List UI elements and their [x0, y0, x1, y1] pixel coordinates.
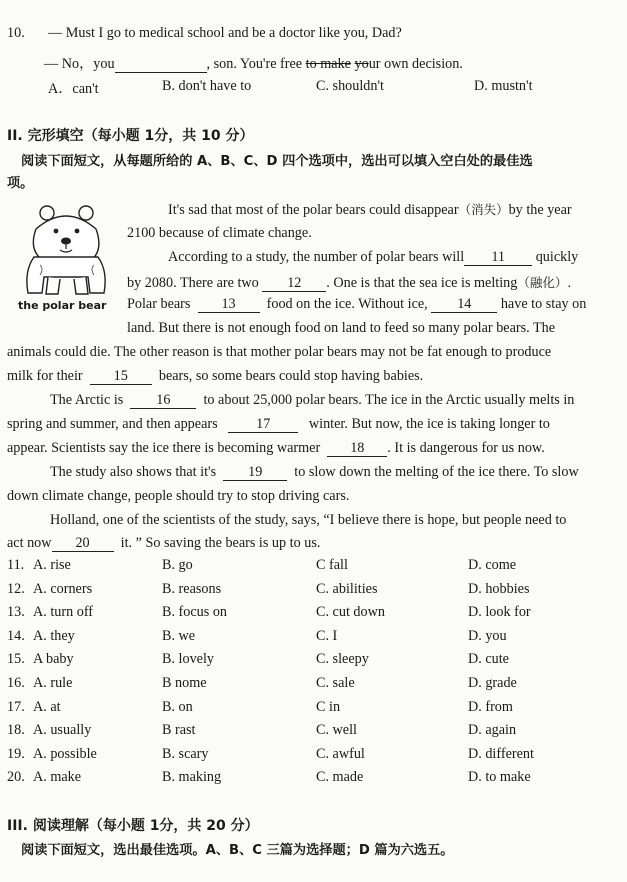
- passage-p1-text-a: It's sad that most of the polar bears could disappear: [168, 202, 459, 218]
- option-b: B. reasons: [162, 580, 222, 597]
- passage-p3-l2-text-b: winter. But now, the ice is taking longer to: [308, 416, 550, 432]
- passage-gloss-disappear: （消失）: [458, 202, 509, 217]
- option-d: D. hobbies: [468, 580, 530, 597]
- passage-p2-l3-text-b: food on the ice. Without ice,: [266, 296, 428, 312]
- passage-p4-text-b: to slow down the melting of the ice there. To slow: [294, 464, 579, 480]
- option-b: B rast: [162, 722, 196, 739]
- blank-12: 12: [262, 276, 326, 292]
- question-number: 11.: [7, 557, 25, 573]
- passage-p2-line5: animals could die. The other reason is that mother polar bears may not be fat enough to produce: [7, 344, 552, 360]
- blank-20: 20: [52, 536, 114, 552]
- q10-number: 10.: [7, 25, 25, 41]
- option-a: A. they: [33, 627, 75, 644]
- question-number: 16.: [7, 675, 25, 691]
- option-b: B. on: [162, 698, 193, 715]
- option-c: C. well: [316, 722, 357, 739]
- passage-p5-text-a: act now: [7, 535, 52, 551]
- question-number: 17.: [7, 698, 25, 715]
- passage-p2-line3: [127, 296, 586, 313]
- passage-p3-text-b: to about 25,000 polar bears. The ice in the Arctic usually melts in: [203, 392, 575, 408]
- question-number: 14.: [7, 627, 25, 644]
- option-d: D. grade: [468, 675, 517, 691]
- passage-p2-text-a: According to a study, the number of polar bears will: [168, 249, 465, 265]
- passage-p4-text-a: The study also shows that it's: [50, 464, 217, 480]
- blank-13: 13: [198, 297, 260, 313]
- q10-option-d: D. mustn't: [474, 78, 533, 94]
- q10-answer-start: — No，you: [44, 56, 115, 72]
- blank-19: 19: [223, 465, 287, 481]
- option-b: B. focus on: [162, 604, 228, 621]
- passage-p2-line1: [168, 249, 578, 266]
- q10-option-b: B. don't have to: [162, 78, 252, 94]
- option-a: A baby: [33, 651, 74, 668]
- blank-11: 11: [464, 250, 532, 266]
- question-number: 15.: [7, 651, 25, 668]
- section3-title: III. 阅读理解（每小题 1分，共 20 分）: [7, 818, 259, 834]
- option-a: A. turn off: [33, 604, 94, 621]
- q10-answer-mid: , son. You're free: [206, 56, 303, 72]
- question-number: 20.: [7, 769, 25, 786]
- question-number: 18.: [7, 722, 25, 739]
- option-d: D. different: [468, 745, 534, 762]
- passage-p4-line2: down climate change, people should try to stop driving cars.: [7, 488, 350, 504]
- option-b: B. making: [162, 769, 222, 786]
- passage-p2-l2-text-b: . One is that the sea ice is melting: [326, 275, 518, 291]
- blank-18: 18: [327, 441, 387, 457]
- option-d: D. cute: [468, 651, 509, 668]
- passage-p1-line2: 2100 because of climate change.: [127, 225, 312, 241]
- blank-15: 15: [90, 369, 152, 385]
- option-a: A. rise: [33, 557, 71, 573]
- q10-blank: [115, 57, 207, 73]
- option-d: D. to make: [468, 769, 531, 786]
- option-a: A. make: [33, 769, 82, 786]
- option-c: C fall: [316, 557, 348, 573]
- option-d: D. you: [468, 627, 507, 644]
- passage-p2-line6: [7, 368, 423, 385]
- q10-option-a: A．can't: [48, 81, 99, 97]
- q10-struck-text-2: yo: [354, 56, 369, 72]
- passage-p3-line2: [7, 416, 550, 433]
- question-number: 19.: [7, 745, 25, 762]
- passage-p3-l2-text-a: spring and summer, and then appears: [7, 416, 218, 432]
- passage-p2-line2: [127, 273, 571, 292]
- option-b: B. lovely: [162, 651, 215, 668]
- option-c: C in: [316, 698, 341, 715]
- section2-title: II. 完形填空（每小题 1分，共 10 分）: [7, 128, 254, 144]
- passage-p2-text-b: quickly: [535, 249, 579, 265]
- option-d: D. look for: [468, 604, 531, 621]
- blank-17: 17: [228, 417, 298, 433]
- passage-p2-l2-text-a: by 2080. There are two: [127, 275, 259, 291]
- passage-p3-text-a: The Arctic is: [50, 392, 124, 408]
- option-b: B. scary: [162, 745, 209, 762]
- passage-p5-line2: [7, 535, 320, 552]
- section3-instruction: 阅读下面短文，选出最佳选项。A、B、C 三篇为选择题；D 篇为六选五。: [21, 843, 454, 858]
- q10-option-c: C. shouldn't: [316, 78, 384, 94]
- option-b: B nome: [162, 675, 207, 691]
- passage-gloss-melt: （融化）.: [517, 275, 572, 290]
- passage-p3-line3: [7, 440, 545, 457]
- passage-p1-text-b: by the year: [508, 202, 572, 218]
- polar-bear-figure: [10, 199, 122, 317]
- polar-bear-icon: [10, 199, 122, 299]
- blank-14: 14: [431, 297, 497, 313]
- passage-p2-l6-text-b: bears, so some bears could stop having babies.: [158, 368, 424, 384]
- question-number: 12.: [7, 580, 25, 597]
- option-a: A. usually: [33, 722, 92, 739]
- passage-p5-text-b: it. ” So saving the bears is up to us.: [120, 535, 321, 551]
- option-c: C. abilities: [316, 580, 378, 597]
- passage-p3-line1: [50, 392, 574, 409]
- option-d: D. from: [468, 698, 513, 715]
- passage-p3-l3-text-b: . It is dangerous for us now.: [387, 440, 545, 456]
- q10-question: — Must I go to medical school and be a doctor like you, Dad?: [48, 25, 402, 41]
- passage-p3-l3-text-a: appear. Scientists say the ice there is becoming warmer: [7, 440, 321, 456]
- option-a: A. rule: [33, 675, 73, 691]
- option-b: B. we: [162, 627, 196, 644]
- section2-instruction-2: 项。: [7, 176, 34, 191]
- option-c: C. I: [316, 627, 338, 644]
- option-d: D. come: [468, 557, 517, 573]
- question-number: 13.: [7, 604, 25, 621]
- option-c: C. made: [316, 769, 364, 786]
- option-c: C. sale: [316, 675, 355, 691]
- q10-answer-line: [44, 53, 463, 73]
- passage-p2-l6-text-a: milk for their: [7, 368, 83, 384]
- blank-16: 16: [130, 393, 196, 409]
- option-a: A. possible: [33, 745, 97, 762]
- option-b: B. go: [162, 557, 193, 573]
- option-c: C. awful: [316, 745, 365, 762]
- option-a: A. corners: [33, 580, 93, 597]
- passage-p2-line4: land. But there is not enough food on land to feed so many polar bears. The: [127, 320, 556, 336]
- q10-answer-end: ur own decision.: [368, 56, 463, 72]
- passage-p5-line1: Holland, one of the scientists of the study, says, “I believe there is hope, but people need to: [50, 512, 567, 528]
- q10-struck-text-1: to make: [305, 56, 351, 72]
- passage-p1-line1: [168, 200, 572, 219]
- option-c: C. sleepy: [316, 651, 369, 668]
- option-a: A. at: [33, 698, 61, 715]
- option-d: D. again: [468, 722, 517, 739]
- option-c: C. cut down: [316, 604, 385, 621]
- passage-p2-l3-text-a: Polar bears: [127, 296, 191, 312]
- passage-p4-line1: [50, 464, 579, 481]
- section2-instruction-1: 阅读下面短文，从每题所给的 A、B、C、D 四个选项中，选出可以填入空白处的最佳选: [21, 154, 533, 169]
- passage-p2-l3-text-c: have to stay on: [500, 296, 587, 312]
- polar-bear-caption: the polar bear: [18, 299, 107, 312]
